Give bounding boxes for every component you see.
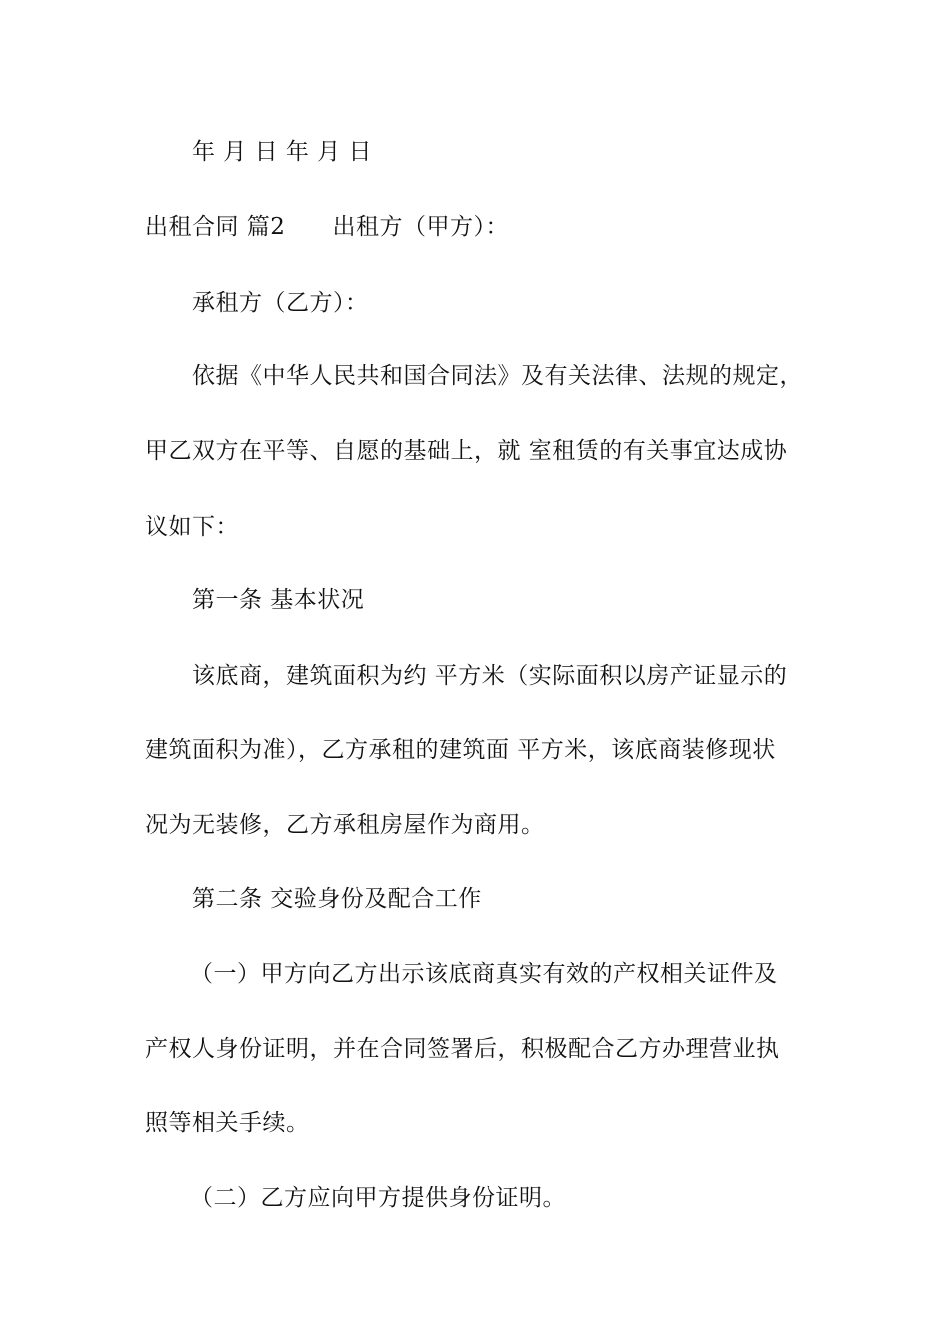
article-2-heading: 第二条 交验身份及配合工作 bbox=[192, 886, 482, 912]
paragraph-line: （二）乙方应向甲方提供身份证明。 bbox=[190, 1185, 566, 1211]
paragraph-line: 该底商，建筑面积为约 平方米（实际面积以房产证显示的 bbox=[192, 663, 788, 689]
contract-heading-line: 出租合同 篇2 出租方（甲方）： bbox=[145, 214, 509, 240]
paragraph-line: 产权人身份证明，并在合同签署后，积极配合乙方办理营业执 bbox=[145, 1036, 780, 1062]
paragraph-line: 议如下： bbox=[145, 514, 239, 540]
lessee-line: 承租方（乙方）： bbox=[192, 290, 369, 316]
article-1-heading: 第一条 基本状况 bbox=[192, 587, 365, 613]
paragraph-line: 照等相关手续。 bbox=[145, 1110, 310, 1136]
signature-date-line: 年 月 日 年 月 日 bbox=[192, 139, 373, 165]
paragraph-line: （一）甲方向乙方出示该底商真实有效的产权相关证件及 bbox=[190, 961, 778, 987]
paragraph-line: 况为无装修，乙方承租房屋作为商用。 bbox=[145, 812, 545, 838]
paragraph-line: 依据《中华人民共和国合同法》及有关法律、法规的规定， bbox=[192, 363, 803, 389]
paragraph-line: 甲乙双方在平等、自愿的基础上，就 室租赁的有关事宜达成协 bbox=[145, 438, 788, 464]
paragraph-line: 建筑面积为准），乙方承租的建筑面 平方米，该底商装修现状 bbox=[145, 737, 776, 763]
